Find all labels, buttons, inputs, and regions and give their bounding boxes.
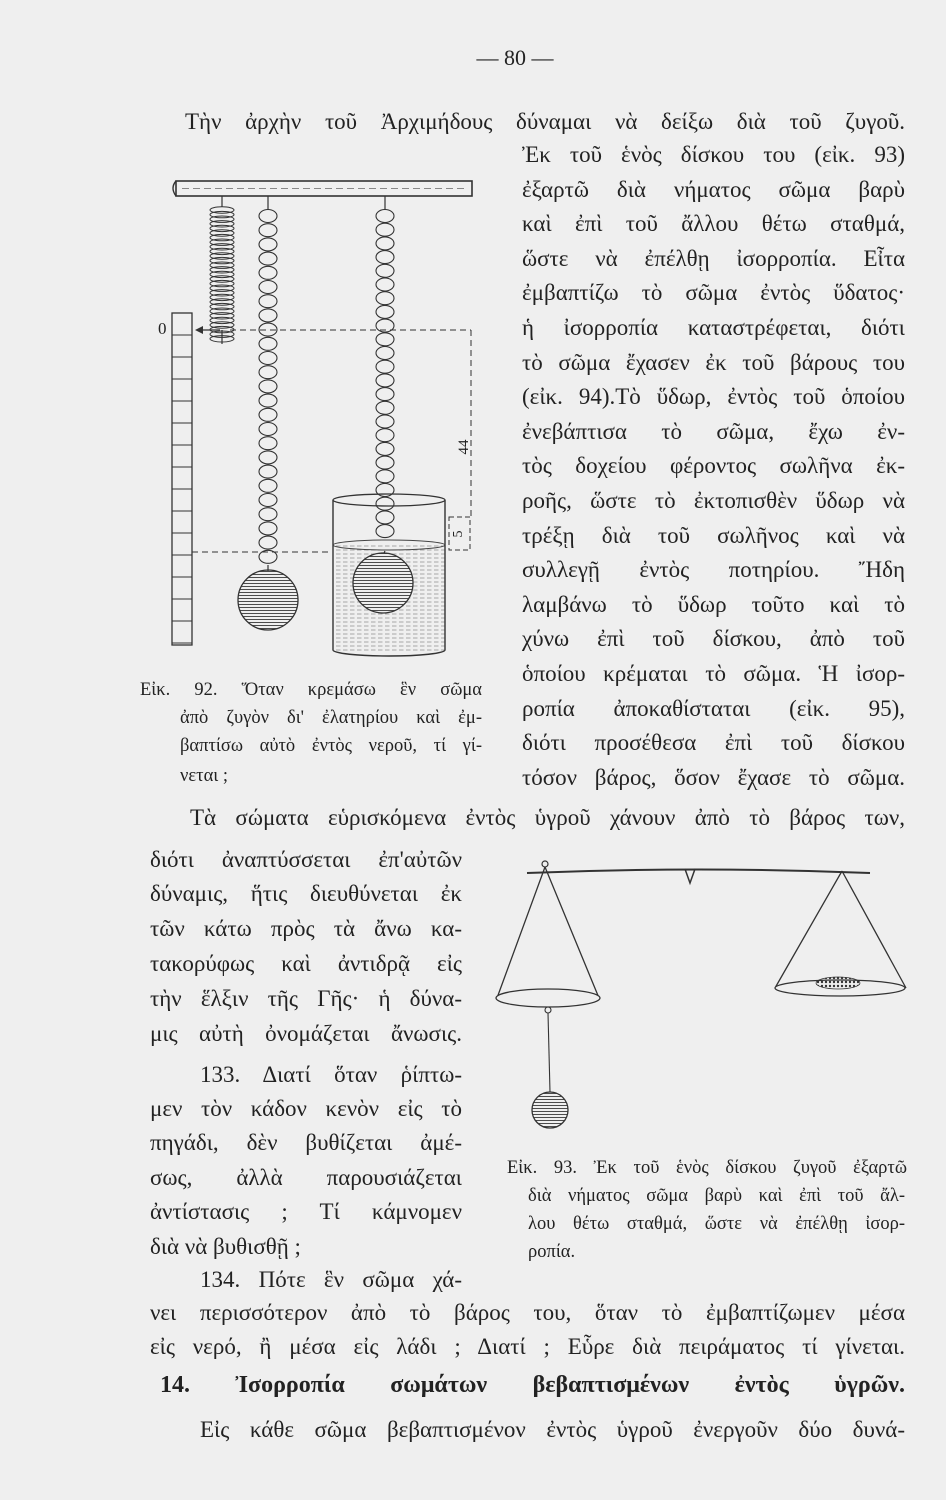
- experiment-line: ὥστε νὰ ἐπέλθῃ ἰσορροπία. Εἶτα: [522, 246, 905, 271]
- caption-line: νεται ;: [180, 766, 229, 786]
- question-line: εἰς νερό, ἢ μέσα εἰς λάδι ; Διατί ; Εὗρε διὰ πειράματος τί γίνεται.: [150, 1334, 905, 1359]
- balance-beam: [527, 870, 870, 874]
- text-line: μις αὐτὴ ὀνομάζεται ἄνωσις.: [150, 1021, 462, 1046]
- experiment-line: τὸ σῶμα ἔχασεν ἐκ τοῦ βάρους του: [522, 350, 905, 375]
- figure-93-balance-illustration: [480, 840, 920, 1140]
- experiment-line: ἡ ἰσορροπία καταστρέφεται, διότι: [522, 315, 905, 340]
- experiment-line: ροπία ἀποκαθίσταται (εἰκ. 95),: [522, 696, 905, 721]
- text-line: Εἰς κάθε σῶμα βεβαπτισμένον ἐντὸς ὑγροῦ ἐνεργοῦν δύο δυνά-: [200, 1417, 905, 1442]
- extension-label: 44: [456, 439, 472, 455]
- text-line: τακορύφως καὶ ἀντιδρᾷ εἰς: [150, 951, 462, 976]
- caption-line: ροπία.: [528, 1242, 576, 1262]
- scale-zero-label: 0: [158, 319, 167, 338]
- experiment-line: λαμβάνω τὸ ὕδωρ τοῦτο καὶ τὸ: [522, 592, 905, 617]
- caption-line: Εἰκ. 92. Ὅταν κρεμάσω ἓν σῶμα: [140, 680, 482, 700]
- experiment-line: τρέξῃ διὰ τοῦ σωλῆνος καὶ νὰ: [522, 523, 905, 548]
- experiment-line: ἐνεβάπτισα τὸ σῶμα, ἔχω ἐν-: [522, 419, 905, 444]
- ruler-ticks: [172, 335, 192, 643]
- question-line: διὰ νὰ βυθισθῇ ;: [150, 1234, 301, 1259]
- experiment-line: ροῆς, ὥστε τὸ ἐκτοπισθὲν ὕδωρ νὰ: [522, 488, 905, 513]
- water-rise-label: 5: [451, 530, 466, 538]
- question-line: σως, ἀλλὰ παρουσιάζεται: [150, 1165, 462, 1190]
- text-line: τῶν κάτω πρὸς τὰ ἄνω κα-: [150, 916, 462, 941]
- scale-ruler: [172, 313, 192, 645]
- experiment-line: τὸς δοχείου φέροντος σωλῆνα ἐκ-: [522, 453, 905, 478]
- section-heading: 14. Ἰσορροπία σωμάτων βεβαπτισμένων ἐντὸς ὑγρῶν.: [160, 1372, 905, 1398]
- caption-line: διὰ νήματος σῶμα βαρὺ καὶ ἐπὶ τοῦ ἄλ-: [528, 1186, 905, 1206]
- left-pan: [496, 861, 600, 1013]
- caption-line: Εἰκ. 93. Ἐκ τοῦ ἑνὸς δίσκου ζυγοῦ ἐξαρτῶ: [507, 1158, 907, 1178]
- spring-loaded-in-water: [376, 210, 394, 538]
- ball-in-water: [353, 553, 413, 613]
- spring-unloaded: [210, 207, 234, 342]
- experiment-line: συλλεγῇ ἐντὸς ποτηρίου. Ἤδη: [522, 557, 905, 582]
- text-line: δύναμις, ἥτις διευθύνεται ἐκ: [150, 881, 462, 906]
- figure-92-spring-balance-illustration: [140, 165, 490, 675]
- intro-line: Τὴν ἀρχὴν τοῦ Ἀρχιμήδους δύναμαι νὰ δείξω διὰ τοῦ ζυγοῦ.: [185, 109, 905, 134]
- support-bar: [173, 181, 472, 196]
- question-line: πηγάδι, δὲν βυθίζεται ἀμέ-: [150, 1130, 462, 1155]
- text-line: Τὰ σώματα εὑρισκόμενα ἐντὸς ὑγροῦ χάνουν ἀπὸ τὸ βάρος των,: [190, 805, 905, 830]
- question-line: 133. Διατί ὅταν ῥίπτω-: [200, 1062, 462, 1087]
- experiment-line: χύνω ἐπὶ τοῦ δίσκου, ἀπὸ τοῦ: [522, 626, 905, 651]
- caption-line: ἀπὸ ζυγὸν δι' ἐλατηρίου καὶ ἐμ-: [180, 708, 482, 728]
- experiment-line: Ἐκ τοῦ ἑνὸς δίσκου του (εἰκ. 93): [522, 142, 905, 167]
- experiment-line: διότι προσέθεσα ἐπὶ τοῦ δίσκου: [522, 730, 905, 755]
- question-line: μεν τὸν κάδον κενὸν εἰς τὸ: [150, 1096, 462, 1121]
- question-line: νει περισσότερον ἀπὸ τὸ βάρος του, ὅταν τὸ ἐμβαπτίζωμεν μέσα: [150, 1300, 905, 1325]
- suspension-thread: [548, 1013, 550, 1092]
- experiment-line: ὁποίου κρέμαται τὸ σῶμα. Ἡ ἰσορ-: [522, 661, 905, 686]
- page-number: — 80 —: [476, 45, 554, 70]
- text-line: διότι ἀναπτύσσεται ἐπ'αὐτῶν: [150, 847, 462, 872]
- question-line: ἀντίστασις ; Τί κάμνομεν: [150, 1199, 462, 1224]
- caption-line: βαπτίσω αὐτὸ ἐντὸς νεροῦ, τί γί-: [180, 736, 482, 756]
- experiment-line: ἐμβαπτίζω τὸ σῶμα ἐντὸς ὕδατος·: [522, 280, 905, 305]
- heavy-body: [532, 1092, 568, 1128]
- experiment-line: καὶ ἐπὶ τοῦ ἄλλου θέτω σταθμά,: [522, 211, 905, 236]
- caption-line: λου θέτω σταθμά, ὥστε νὰ ἐπέλθῃ ἰσορ-: [528, 1214, 905, 1234]
- balance-pointer: [685, 869, 695, 883]
- pointer-arrowhead: [195, 326, 203, 334]
- ball-in-air: [238, 570, 298, 630]
- text-line: τὴν ἕλξιν τῆς Γῆς· ἡ δύνα-: [150, 986, 462, 1011]
- experiment-line: ἐξαρτῶ διὰ νήματος σῶμα βαρὺ: [522, 177, 905, 202]
- experiment-line: τόσον βάρος, ὅσον ἔχασε τὸ σῶμα.: [522, 765, 905, 790]
- question-line: 134. Πότε ἓν σῶμα χά-: [200, 1267, 462, 1292]
- counterweights: [816, 977, 860, 989]
- experiment-line: (εἰκ. 94).Τὸ ὕδωρ, ἐντὸς τοῦ ὁποίου: [522, 384, 905, 409]
- spring-loaded-in-air: [259, 210, 277, 564]
